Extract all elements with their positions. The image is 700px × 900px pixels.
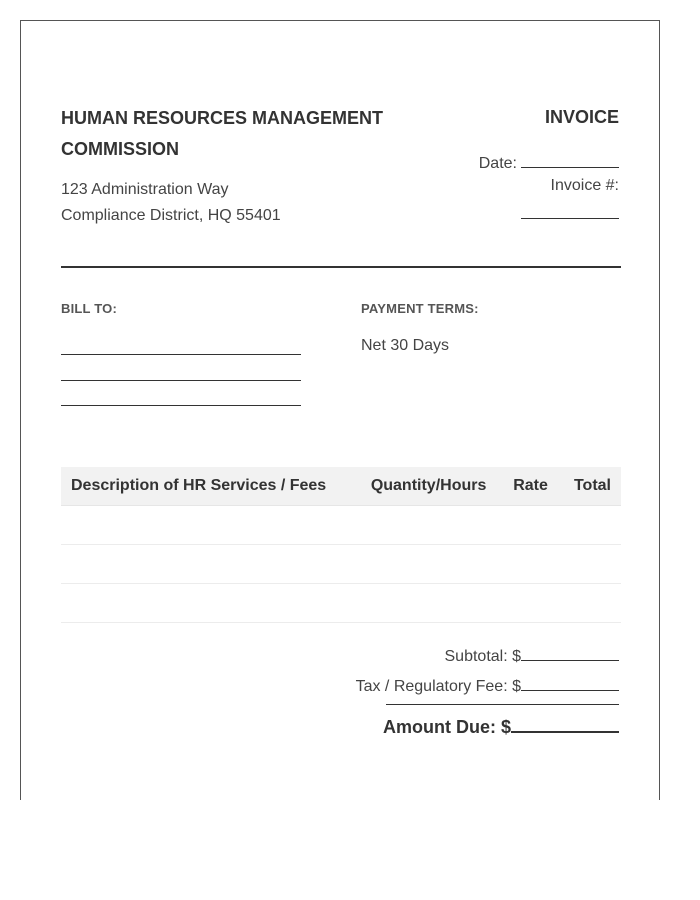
table-cell[interactable] bbox=[501, 545, 560, 584]
subtotal-field[interactable] bbox=[521, 645, 619, 661]
invoice-number-row bbox=[551, 176, 619, 196]
bill-to-line-2[interactable] bbox=[61, 380, 301, 381]
subtotal-label: Subtotal: $ bbox=[444, 648, 521, 665]
bill-to-line-1[interactable] bbox=[61, 354, 301, 355]
table-header-row bbox=[61, 467, 621, 506]
column-header-rate: Rate bbox=[501, 467, 560, 506]
table-row[interactable] bbox=[61, 506, 621, 545]
subtotal-row bbox=[445, 645, 620, 667]
tax-row bbox=[356, 675, 619, 697]
bill-to-label: BILL TO: bbox=[61, 301, 118, 316]
invoice-number-label: Invoice #: bbox=[550, 177, 619, 194]
invoice-page bbox=[20, 20, 660, 800]
organization-address bbox=[61, 177, 281, 229]
address-line-1: 123 Administration Way bbox=[61, 181, 229, 198]
tax-field[interactable] bbox=[521, 675, 619, 691]
organization-name: HUMAN RESOURCES MANAGEMENT COMMISSION bbox=[61, 108, 384, 159]
amount-due-row bbox=[383, 713, 619, 739]
table-cell[interactable] bbox=[356, 584, 501, 623]
table-cell[interactable] bbox=[356, 506, 501, 545]
column-header-quantity: Quantity/Hours bbox=[356, 467, 501, 506]
payment-terms-value: Net 30 Days bbox=[361, 337, 450, 354]
table-cell[interactable] bbox=[61, 584, 356, 623]
header-divider bbox=[61, 266, 621, 268]
date-row bbox=[479, 151, 619, 174]
table-cell[interactable] bbox=[61, 506, 356, 545]
table-row[interactable] bbox=[61, 584, 621, 623]
invoice-title: INVOICE bbox=[544, 107, 619, 127]
invoice-number-field[interactable] bbox=[521, 218, 619, 219]
column-header-total: Total bbox=[560, 467, 621, 506]
totals-divider bbox=[386, 704, 619, 705]
table-cell[interactable] bbox=[560, 545, 621, 584]
table-cell[interactable] bbox=[61, 545, 356, 584]
payment-terms-label: PAYMENT TERMS: bbox=[361, 301, 479, 316]
table-cell[interactable] bbox=[501, 506, 560, 545]
line-items-table bbox=[61, 467, 621, 623]
column-header-description: Description of HR Services / Fees bbox=[61, 467, 356, 506]
bill-to-line-3[interactable] bbox=[61, 405, 301, 406]
amount-due-field[interactable] bbox=[511, 713, 619, 733]
table-cell[interactable] bbox=[560, 584, 621, 623]
date-label: Date: bbox=[478, 155, 517, 172]
tax-label: Tax / Regulatory Fee: $ bbox=[355, 678, 521, 695]
table-row[interactable] bbox=[61, 545, 621, 584]
table-cell[interactable] bbox=[560, 506, 621, 545]
table-cell[interactable] bbox=[501, 584, 560, 623]
table-cell[interactable] bbox=[356, 545, 501, 584]
date-field[interactable] bbox=[521, 151, 619, 168]
address-line-2: Compliance District, HQ 55401 bbox=[61, 207, 281, 224]
amount-due-label: Amount Due: $ bbox=[383, 717, 511, 737]
